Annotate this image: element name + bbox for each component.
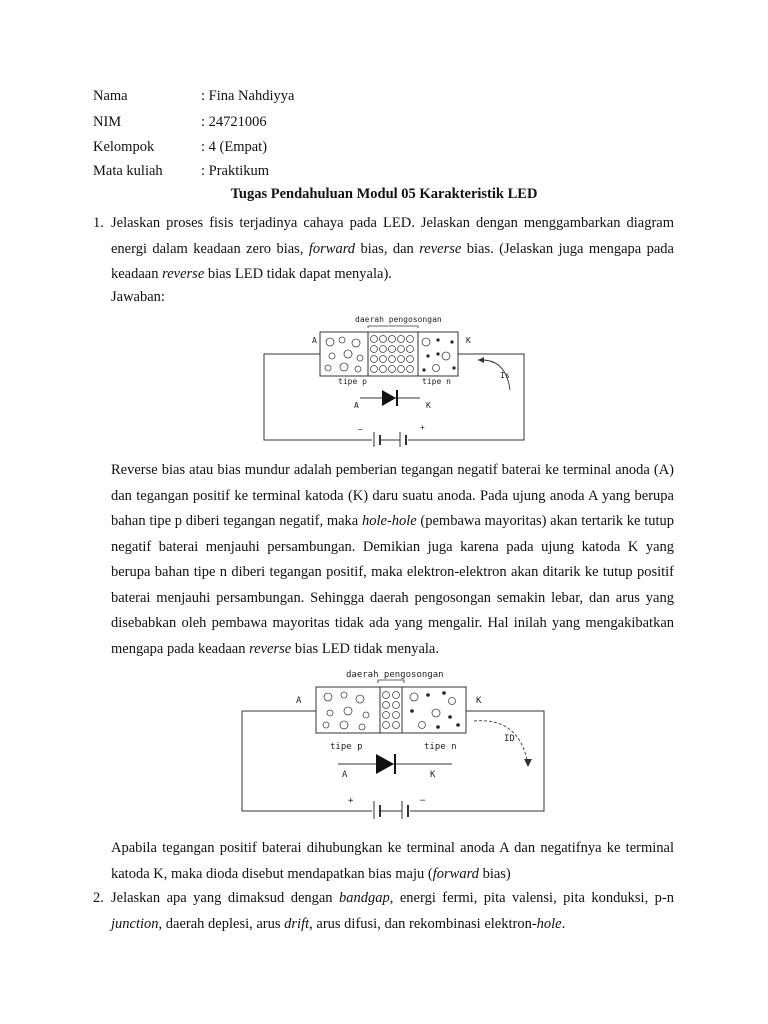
minus-label: − [420,796,426,806]
depletion-label: daerah pengosongan [346,670,444,680]
cathode-top-label: K [476,696,482,706]
p-type-label: tipe p [330,742,363,752]
forward-bias-diagram [238,667,548,819]
course-label: Mata kuliah [93,163,163,179]
course-value: : Praktikum [201,163,270,179]
question-2-text: Jelaskan apa yang dimaksud dengan bandgap, energi fermi, pita valensi, pita konduksi, p-n junction, daerah deplesi, arus drift, arus difusi, dan rekombinasi elektron-hole. [111,890,674,932]
group-label: Kelompok [93,139,155,155]
answer-label: Jawaban: [111,289,165,305]
cathode-bottom-label: K [430,770,436,780]
n-type-label: tipe n [422,377,451,386]
anode-bottom-label: A [354,401,359,410]
question-1-number: 1. [93,215,104,231]
forward-bias-paragraph: Apabila tegangan positif baterai dihubungkan ke terminal anoda A dan negatifnya ke terminal katoda K, maka dioda disebut mendapatkan bias maju (forward bias) [111,840,674,882]
cathode-top-label: K [466,336,471,345]
p-type-label: tipe p [338,377,367,386]
anode-bottom-label: A [342,770,348,780]
name-value: : Fina Nahdiyya [201,88,295,104]
current-label: ID [504,734,515,744]
current-label: Is [500,371,510,380]
cathode-bottom-label: K [426,401,431,410]
anode-top-label: A [312,336,317,345]
diode-symbol [376,754,394,774]
n-type-label: tipe n [424,742,457,752]
question-2-number: 2. [93,890,104,906]
group-value: : 4 (Empat) [201,139,268,155]
anode-top-label: A [296,696,302,706]
depletion-label: daerah pengosongan [355,315,442,324]
reverse-bias-paragraph: Reverse bias atau bias mundur adalah pemberian tegangan negatif baterai ke terminal anoda (A) dan tegangan positif ke terminal katoda (K) daru suatu anoda. Pada ujung anoda A yang berupa bahan tipe p diberi tegangan negatif, maka hole-hole (pembawa mayoritas) akan tertarik ke tutup negatif baterai menjauhi persambungan. Demikian juga karena pada ujung katoda K yang berupa bahan tipe n diberi tegangan positif, maka elektron-elektron akan ditarik ke tutup positif baterai menjauhi persambungan. Sehingga daerah pengosongan semakin lebar, dan arus yang disebabkan oleh pembawa mayoritas tidak ada yang mengalir. Hal inilah yang mengakibatkan mengapa pada keadaan reverse bias LED tidak menyala. [111,462,675,657]
diode-symbol [382,390,396,406]
question-1-text: Jelaskan proses fisis terjadinya cahaya pada LED. Jelaskan dengan menggambarkan diagram energi dalam keadaan zero bias, forward bias, dan reverse bias. (Jelaskan juga mengapa pada keadaan reverse bias LED tidak dapat menyala). [111,215,674,282]
minus-label: − [358,425,363,434]
nim-value: : 24721006 [201,114,267,130]
plus-label: + [348,796,354,806]
page-title: Tugas Pendahuluan Modul 05 Karakteristik LED [230,186,538,202]
nim-label: NIM [93,114,122,130]
reverse-bias-diagram [260,312,530,447]
name-label: Nama [93,88,128,104]
plus-label: + [420,423,425,432]
